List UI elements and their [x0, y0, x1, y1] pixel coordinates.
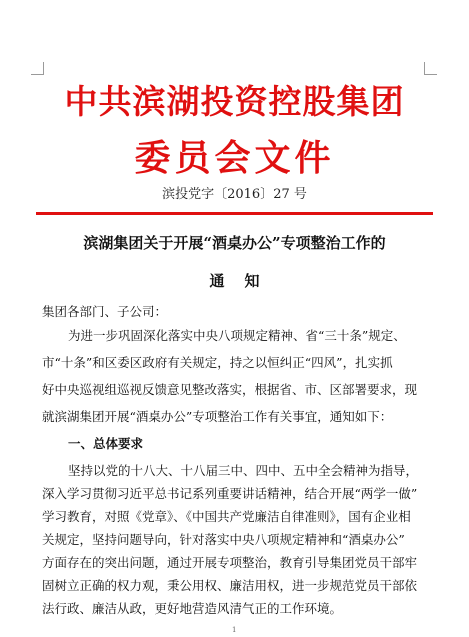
paragraph-line: 就滨湖集团开展“酒桌办公”专项整治工作有关事宜，通知如下：	[42, 409, 393, 424]
paragraph-line: 法行政、廉洁从政，更好地营造风清气正的工作环境。	[42, 601, 343, 616]
header-organization-name: 中共滨湖投资控股集团	[64, 82, 405, 121]
paragraph-line: 市“十条”和区委区政府有关规定，持之以恒纠正“四风”，扎实抓	[42, 355, 393, 370]
notice-title-line1: 滨湖集团关于开展“酒桌办公”专项整治工作的	[83, 234, 386, 252]
paragraph-line: 好中央巡视组巡视反馈意见整改落实，根据省、市、区部署要求，现	[42, 382, 418, 397]
crop-mark-top-right	[424, 62, 437, 75]
section-heading-general-requirements: 一、总体要求	[68, 436, 144, 451]
paragraph-line: 学习教育，对照《党章》、《中国共产党廉洁自律准则》，国有企业相	[42, 509, 411, 524]
salutation-text: 集团各部门、子公司：	[42, 304, 168, 319]
document-number: 滨投党字〔2016〕27 号	[162, 187, 307, 202]
paragraph-line: 坚持以党的十八大、十八届三中、四中、五中全会精神为指导，	[68, 463, 419, 478]
paragraph-line: 方面存在的突出问题，通过开展专项整治，教育引导集团党员干部牢	[42, 555, 418, 570]
paragraph-line: 为进一步巩固深化落实中央八项规定精神、省“三十条”规定、	[68, 328, 406, 343]
paragraph-line: 关规定，坚持问题导向，针对落实中央八项规定精神和“酒桌办公”	[42, 532, 405, 547]
red-separator-line	[36, 212, 433, 215]
crop-mark-top-left	[31, 62, 44, 75]
notice-title-line2: 通知	[209, 272, 280, 290]
header-document-type: 委员会文件	[134, 137, 335, 179]
paragraph-line: 深入学习贯彻习近平总书记系列重要讲话精神，结合开展“两学一做”	[42, 486, 418, 501]
page-number: 1	[232, 626, 237, 634]
paragraph-line: 固树立正确的权力观，秉公用权、廉洁用权，进一步规范党员干部依	[42, 578, 418, 593]
